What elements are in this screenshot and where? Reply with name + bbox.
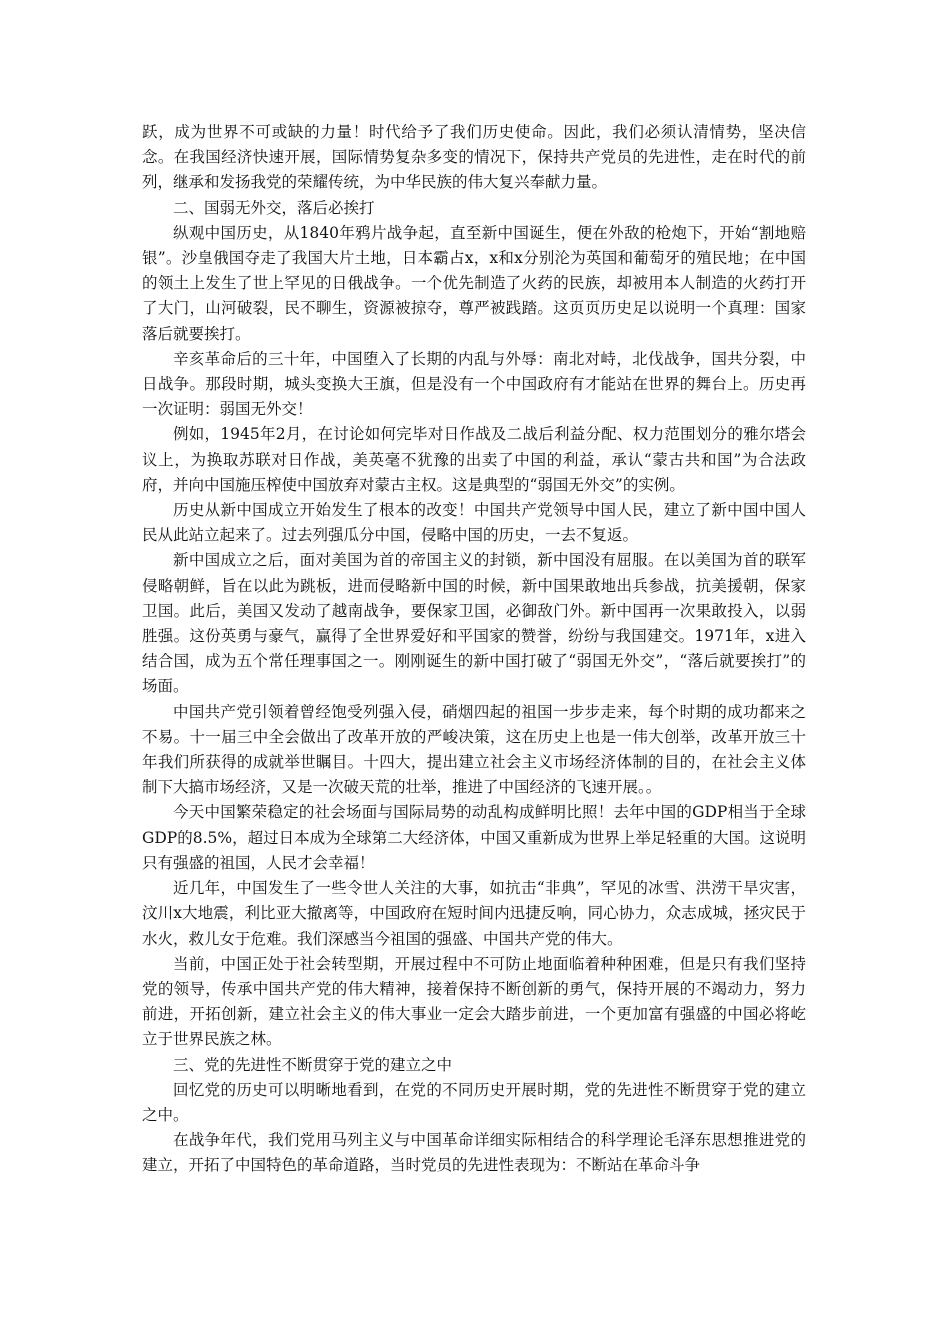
paragraph-4: 例如，1945年2月，在讨论如何完毕对日作战及二战后利益分配、权力范围划分的雅尔塔会议上，为换取苏联对日作战，美英毫不犹豫的出卖了中国的利益，承认“蒙古共和国”为合法政府，并向中国施压榨使中国放弃对蒙古主权。这是典型的“弱国无外交”的实例。 bbox=[142, 425, 806, 494]
paragraph-11: 回忆党的历史可以明晰地看到，在党的不同历史开展时期，党的先进性不断贯穿于党的建立之中。 bbox=[142, 1080, 806, 1124]
paragraph-3: 辛亥革命后的三十年，中国堕入了长期的内乱与外辱：南北对峙，北伐战争，国共分裂，中日战争。那段时期，城头变换大王旗，但是没有一个中国政府有才能站在世界的舞台上。历史再一次证明：弱国无外交！ bbox=[142, 349, 806, 419]
paragraph-2: 纵观中国历史，从1840年鸦片战争起，直至新中国诞生，便在外敌的枪炮下，开始“割地赔银”。沙皇俄国夺走了我国大片土地，日本霸占x，x和x分别沦为英国和葡萄牙的殖民地；在中国的领土上发生了世上罕见的日俄战争。一个优先制造了火药的民族，却被用本人制造的火药打开了大门，山河破裂，民不聊生，资源被掠夺，尊严被践踏。这页页历史足以说明一个真理：国家落后就要挨打。 bbox=[142, 223, 806, 343]
paragraph-12: 在战争年代，我们党用马列主义与中国革命详细实际相结合的科学理论毛泽东思想推进党的建立，开拓了中国特色的革命道路，当时党员的先进性表现为：不断站在革命斗争 bbox=[142, 1131, 806, 1175]
document-page bbox=[142, 120, 806, 1179]
paragraph-6: 新中国成立之后，面对美国为首的帝国主义的封锁，新中国没有屈服。在以美国为首的联军侵略朝鲜，旨在以此为跳板，进而侵略新中国的时候，新中国果敢地出兵参战，抗美援朝，保家卫国。此后，美国又发动了越南战争，要保家卫国，必御敌门外。新中国再一次果敢投入，以弱胜强。这份英勇与豪气，赢得了全世界爱好和平国家的赞誉，纷纷与我国建交。1971年，x进入结合国，成为五个常任理事国之一。刚刚诞生的新中国打破了“弱国无外交”，“落后就要挨打”的场面。 bbox=[142, 551, 806, 696]
paragraph-5: 历史从新中国成立开始发生了根本的改变！中国共产党领导中国人民，建立了新中国中国人民从此站立起来了。过去列强瓜分中国，侵略中国的历史，一去不复返。 bbox=[142, 501, 806, 545]
section-heading-3: 三、党的先进性不断贯穿于党的建立之中 bbox=[173, 1055, 453, 1074]
paragraph-7: 中国共产党引领着曾经饱受列强入侵，硝烟四起的祖国一步步走来，每个时期的成功都来之不易。十一届三中全会做出了改革开放的严峻决策，这在历史上也是一伟大创举，改革开放三十年我们所获得的成就举世瞩目。十四大，提出建立社会主义市场经济体制的目的，在社会主义体制下大搞市场经济，又是一次破天荒的壮举，推进了中国经济的飞速开展。。 bbox=[142, 702, 806, 797]
paragraph-10: 当前，中国正处于社会转型期，开展过程中不可防止地面临着种种困难，但是只有我们坚持党的领导，传承中国共产党的伟大精神，接着保持不断创新的勇气，保持开展的不竭动力，努力前进，开拓创新，建立社会主义的伟大事业一定会大踏步前进，一个更加富有强盛的中国必将屹立于世界民族之林。 bbox=[142, 954, 806, 1049]
paragraph-8: 今天中国繁荣稳定的社会场面与国际局势的动乱构成鲜明比照！去年中国的GDP相当于全球GDP的8.5%，超过日本成为全球第二大经济体，中国又重新成为世界上举足轻重的大国。这说明只有强盛的祖国，人民才会幸福！ bbox=[142, 803, 806, 872]
paragraph-1: 跃，成为世界不可或缺的力量！时代给予了我们历史使命。因此，我们必须认清情势，坚决信念。在我国经济快速开展，国际情势复杂多变的情况下，保持共产党员的先进性，走在时代的前列，继承和发扬我党的荣耀传统，为中华民族的伟大复兴奉献力量。 bbox=[142, 123, 806, 192]
paragraph-9: 近几年，中国发生了一些令世人关注的大事，如抗击“非典”，罕见的冰雪、洪涝干旱灾害，汶川x大地震，利比亚大撤离等，中国政府在短时间内迅捷反响，同心协力，众志成城，拯灾民于水火，救儿女于危难。我们深感当今祖国的强盛、中国共产党的伟大。 bbox=[142, 879, 806, 948]
section-heading-2: 二、国弱无外交，落后必挨打 bbox=[173, 198, 375, 217]
